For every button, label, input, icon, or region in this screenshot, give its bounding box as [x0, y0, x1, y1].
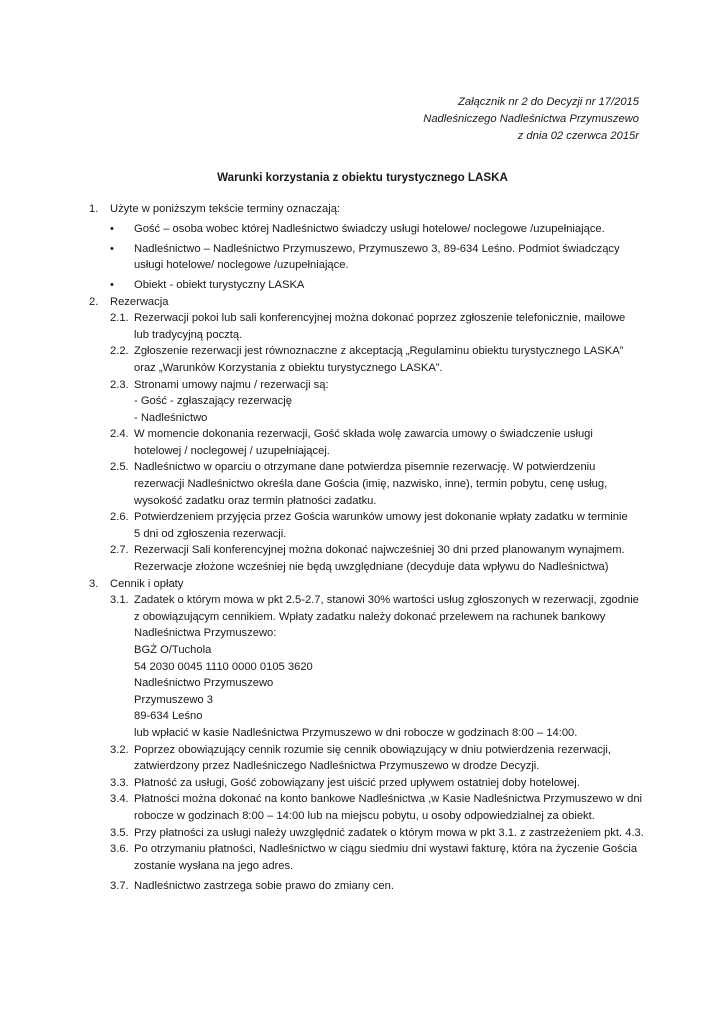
- clause-item-text: - Nadleśnictwo: [134, 411, 208, 424]
- clause-item-text: 5 dni od zgłoszenia rezerwacji.: [134, 527, 287, 540]
- bullet-item-text: Nadleśnictwo – Nadleśnictwo Przymuszewo, Przymuszewo 3, 89-634 Leśno. Podmiot świadczący: [134, 242, 620, 255]
- clause-item-text: Nadleśnictwo Przymuszewo: [134, 677, 274, 690]
- clause-item-text: 54 2030 0045 1110 0000 0105 3620: [134, 660, 313, 673]
- clause-item-number: 2.6.: [110, 511, 129, 524]
- clause-item-text: lub tradycyjną pocztą.: [134, 328, 243, 341]
- clause-item: [0, 542, 725, 559]
- clause-item-number: 3.1.: [110, 594, 129, 607]
- clause-item: [0, 825, 725, 842]
- clause-item: [0, 758, 725, 775]
- clause-item: [0, 559, 725, 576]
- clause-item: [0, 360, 725, 377]
- clause-item: [0, 327, 725, 344]
- clause-item-text: robocze w godzinach 8:00 – 14:00 lub na miejscu pobytu, u osoby odpowiedzialnej za obiekt.: [134, 809, 595, 822]
- section-heading-text: Cennik i opłaty: [110, 577, 184, 590]
- bullet-item-number: •: [110, 278, 114, 291]
- clause-item-number: 3.3.: [110, 776, 129, 789]
- clause-item-number: 2.3.: [110, 378, 129, 391]
- clause-item: [0, 659, 725, 676]
- clause-item-number: 3.5.: [110, 826, 129, 839]
- bullet-item: [0, 241, 725, 258]
- clause-item-text: lub wpłacić w kasie Nadleśnictwa Przymuszewo w dni robocze w godzinach 8:00 – 14:00.: [134, 726, 578, 739]
- bullet-item-number: •: [110, 222, 114, 235]
- clause-item-text: Nadleśnictwo zastrzega sobie prawo do zmiany cen.: [134, 879, 394, 892]
- section-heading-text: Użyte w poniższym tekście terminy oznaczają:: [110, 203, 341, 215]
- clause-item-text: Po otrzymaniu płatności, Nadleśnictwo w ciągu siedmiu dni wystawi fakturę, która na życzenie Gościa: [134, 843, 638, 856]
- clause-item-number: 2.2.: [110, 345, 129, 358]
- clause-item: [0, 526, 725, 543]
- clause-item: [0, 493, 725, 510]
- section-heading: [0, 576, 725, 593]
- section-heading: [0, 201, 725, 218]
- clause-item: [0, 393, 725, 410]
- bullet-item-text: Obiekt - obiekt turystyczny LASKA: [134, 278, 305, 291]
- bullet-item-number: •: [110, 242, 114, 255]
- clause-item-text: wysokość zadatku oraz termin płatności zadatku.: [134, 494, 377, 507]
- clause-item-number: 2.4.: [110, 428, 129, 441]
- clause-item-text: Zadatek o którym mowa w pkt 2.5-2.7, stanowi 30% wartości usług zgłoszonych w rezerwacji, zgodnie: [134, 594, 639, 607]
- clause-item: [0, 609, 725, 626]
- clause-item-text: Przymuszewo 3: [134, 693, 213, 706]
- clause-item: [0, 775, 725, 792]
- clause-item-text: Poprzez obowiązujący cennik rozumie się cennik obowiązujący w dniu potwierdzenia rezerwacji,: [134, 743, 611, 756]
- clause-item: [0, 343, 725, 360]
- clause-item-text: Rezerwacji pokoi lub sali konferencyjnej można dokonać poprzez zgłoszenie telefonicznie, mailowe: [134, 312, 626, 325]
- clause-item-text: Rezerwacje złożone wcześniej nie będą uwzględniane (decyduje data wpływu do Nadleśnictwa): [134, 561, 609, 574]
- clause-item-number: 3.7.: [110, 879, 129, 892]
- clause-item: [0, 443, 725, 460]
- clause-item: [0, 742, 725, 759]
- header-line: Nadleśniczego Nadleśnictwa Przymuszewo: [423, 113, 639, 125]
- clause-item: [0, 377, 725, 394]
- clause-item-text: rezerwacji Nadleśnictwo określa dane Gościa (imię, nazwisko, inne), termin pobytu, cenę usług,: [134, 478, 608, 491]
- clause-item: [0, 625, 725, 642]
- clause-item: [0, 426, 725, 443]
- clause-item-text: zatwierdzony przez Nadleśniczego Nadleśnictwa Przymuszewo w drodze Decyzji.: [134, 760, 540, 773]
- clause-item-text: BGŻ O/Tuchola: [134, 644, 212, 656]
- section-heading-number: 3.: [89, 577, 99, 590]
- clause-item: [0, 692, 725, 709]
- attachment-header: [423, 94, 639, 145]
- header-line: Załącznik nr 2 do Decyzji nr 17/2015: [458, 96, 639, 108]
- clause-item: [0, 675, 725, 692]
- clause-item: [0, 858, 725, 875]
- clause-item: [0, 808, 725, 825]
- clause-item: [0, 476, 725, 493]
- section-heading-text: Rezerwacja: [110, 295, 169, 308]
- clause-item-text: 89-634 Leśno: [134, 710, 203, 723]
- clause-item: [0, 592, 725, 609]
- clause-item: [0, 642, 725, 659]
- clause-item-text: Płatność za usługi, Gość zobowiązany jest uiścić przed upływem ostatniej doby hotelowej.: [134, 776, 580, 789]
- clause-item-text: Płatności można dokonać na konto bankowe Nadleśnictwa ,w Kasie Nadleśnictwa Przymuszewo w dni: [134, 793, 643, 806]
- clause-item-text: Potwierdzeniem przyjęcia przez Gościa warunków umowy jest dokonanie wpłaty zadatku w terminie: [134, 511, 628, 524]
- clause-item-number: 3.2.: [110, 743, 129, 756]
- clause-item: [0, 841, 725, 858]
- clause-item-text: - Gość - zgłaszający rezerwację: [134, 395, 292, 408]
- clause-item-number: 3.6.: [110, 843, 129, 856]
- clause-item-text: zostanie wysłana na jego adres.: [134, 859, 294, 872]
- bullet-item-text: usługi hotelowe/ noclegowe /uzupełniające.: [134, 259, 349, 272]
- clause-item-text: Stronami umowy najmu / rezerwacji są:: [134, 378, 329, 391]
- bullet-item: [0, 277, 725, 294]
- clause-item: [0, 725, 725, 742]
- clause-item-text: W momencie dokonania rezerwacji, Gość składa wolę zawarcia umowy o świadczenie usługi: [134, 428, 593, 441]
- section-heading-number: 2.: [89, 295, 99, 308]
- clause-item-number: 3.4.: [110, 793, 129, 806]
- header-line: z dnia 02 czerwca 2015r: [517, 130, 639, 142]
- clause-item-text: Rezerwacji Sali konferencyjnej można dokonać najwcześniej 30 dni przed planowanym wynajmem.: [134, 544, 625, 557]
- clause-item: [0, 708, 725, 725]
- document-title: Warunki korzystania z obiektu turystycznego LASKA: [217, 171, 508, 184]
- bullet-item-text: Gość – osoba wobec której Nadleśnictwo świadczy usługi hotelowe/ noclegowe /uzupełniające.: [134, 222, 605, 235]
- clause-item: [0, 509, 725, 526]
- clause-item-text: Przy płatności za usługi należy uwzględnić zadatek o którym mowa w pkt 3.1. z zastrzeżeniem pkt. 4.3.: [134, 826, 644, 839]
- document-body: [0, 201, 725, 894]
- clause-item: [0, 310, 725, 327]
- section-heading-number: 1.: [89, 203, 99, 215]
- clause-item-text: Zgłoszenie rezerwacji jest równoznaczne z akceptacją „Regulaminu obiektu turystycznego LASKA”: [134, 345, 624, 358]
- clause-item-text: Nadleśnictwa Przymuszewo:: [134, 627, 277, 640]
- clause-item-number: 2.5.: [110, 461, 129, 474]
- clause-item-number: 2.7.: [110, 544, 129, 557]
- clause-item: [0, 459, 725, 476]
- clause-item-text: hotelowej / noclegowej / uzupełniającej.: [134, 444, 330, 457]
- clause-item-number: 2.1.: [110, 312, 129, 325]
- bullet-item: [0, 221, 725, 238]
- bullet-item: [0, 257, 725, 274]
- section-heading: [0, 294, 725, 311]
- clause-item: [0, 878, 725, 895]
- clause-item-text: oraz „Warunków Korzystania z obiektu turystycznego LASKA”.: [134, 361, 443, 374]
- clause-item-text: Nadleśnictwo w oparciu o otrzymane dane potwierdza pisemnie rezerwację. W potwierdzeniu: [134, 461, 596, 474]
- clause-item: [0, 791, 725, 808]
- clause-item: [0, 410, 725, 427]
- clause-item-text: z obowiązującym cennikiem. Wpłaty zadatku należy dokonać przelewem na rachunek bankowy: [134, 610, 606, 623]
